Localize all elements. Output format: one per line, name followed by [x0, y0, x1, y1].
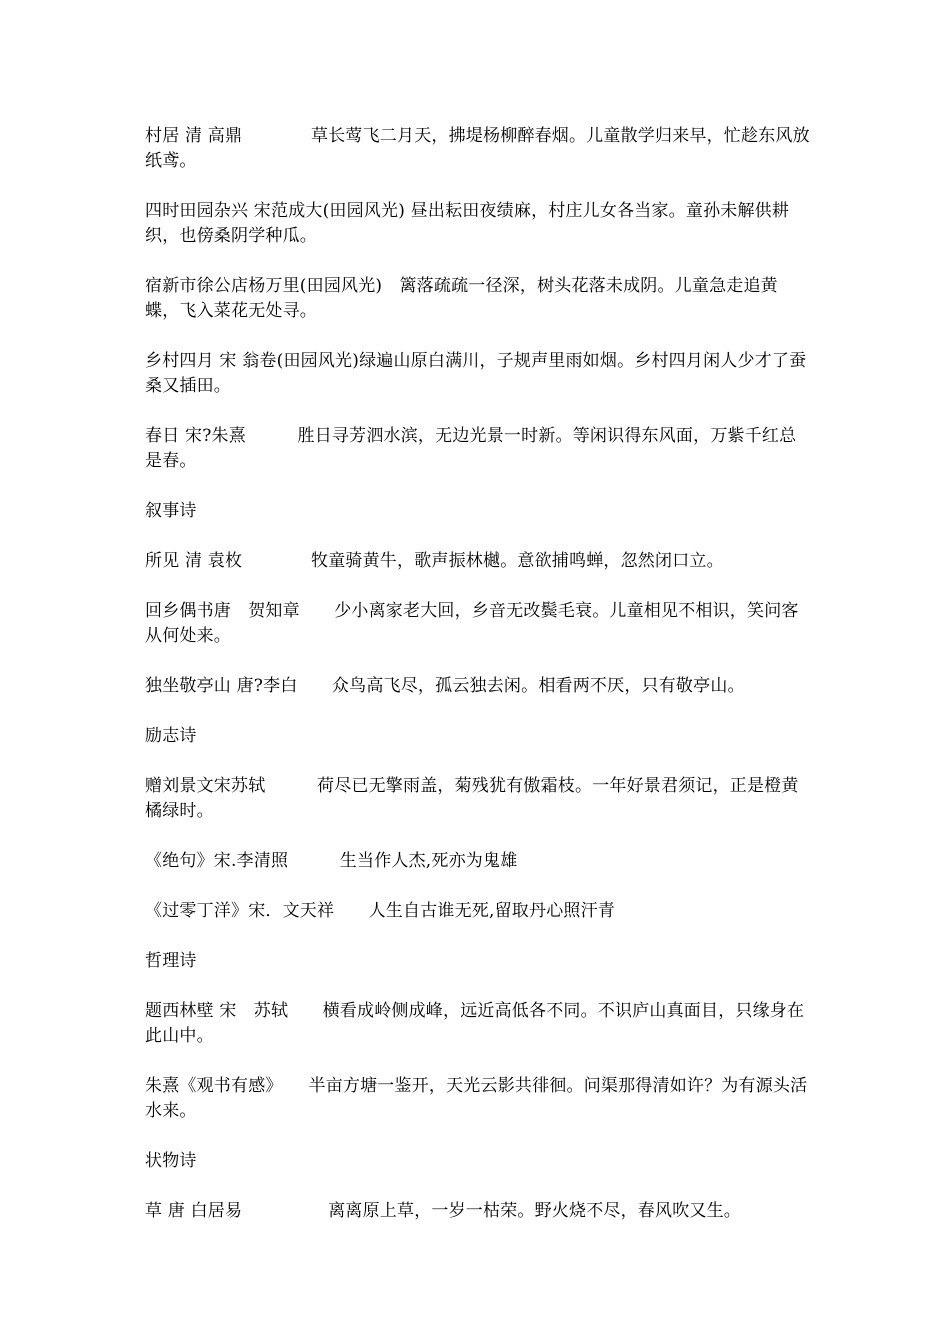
poem-paragraph: 宿新市徐公店杨万里(田园风光) 篱落疏疏一径深，树头花落未成阴。儿童急走追黄蝶，飞入菜花无处寻。 [145, 276, 778, 321]
section-heading: 状物诗 [145, 1151, 197, 1171]
poem-paragraph: 题西林壁 宋 苏轼 横看成岭侧成峰，远近高低各不同。不识庐山真面目，只缘身在此山中。 [145, 1001, 805, 1046]
section-heading: 叙事诗 [145, 501, 197, 521]
section-heading: 哲理诗 [145, 951, 197, 971]
poem-paragraph: 独坐敬亭山 唐?李白 众鸟高飞尽，孤云独去闲。相看两不厌，只有敬亭山。 [145, 676, 745, 696]
poem-paragraph: 《过零丁洋》宋．文天祥 人生自古谁无死,留取丹心照汗青 [145, 901, 616, 921]
poem-paragraph: 四时田园杂兴 宋范成大(田园风光) 昼出耘田夜绩麻，村庄儿女各当家。童孙未解供耕织，也傍桑阴学种瓜。 [145, 201, 790, 246]
poem-paragraph: 回乡偶书唐 贺知章 少小离家老大回，乡音无改鬓毛衰。儿童相见不相识，笑问客从何处来。 [145, 601, 799, 646]
poem-paragraph: 朱熹《观书有感》 半亩方塘一鉴开，天光云影共徘徊。问渠那得清如许？为有源头活水来。 [145, 1076, 808, 1121]
poem-paragraph: 春日 宋?朱熹 胜日寻芳泗水滨，无边光景一时新。等闲识得东风面，万紫千红总是春。 [145, 426, 797, 471]
poem-paragraph: 乡村四月 宋 翁卷(田园风光)绿遍山原白满川，子规声里雨如烟。乡村四月闲人少才了蚕桑又插田。 [145, 351, 807, 396]
poem-paragraph: 草 唐 白居易 离离原上草，一岁一枯荣。野火烧不尽，春风吹又生。 [145, 1201, 742, 1221]
poem-paragraph: 村居 清 高鼎 草长莺飞二月天，拂堤杨柳醉春烟。儿童散学归来早，忙趁东风放纸鸢。 [145, 126, 810, 171]
poem-paragraph: 赠刘景文宋苏轼 荷尽已无擎雨盖，菊残犹有傲霜枝。一年好景君须记，正是橙黄橘绿时。 [145, 776, 799, 821]
section-heading: 励志诗 [145, 726, 197, 746]
poem-paragraph: 所见 清 袁枚 牧童骑黄牛，歌声振林樾。意欲捕鸣蝉，忽然闭口立。 [145, 551, 724, 571]
poem-paragraph: 《绝句》宋.李清照 生当作人杰,死亦为鬼雄 [145, 851, 518, 871]
document-page [145, 124, 810, 1249]
